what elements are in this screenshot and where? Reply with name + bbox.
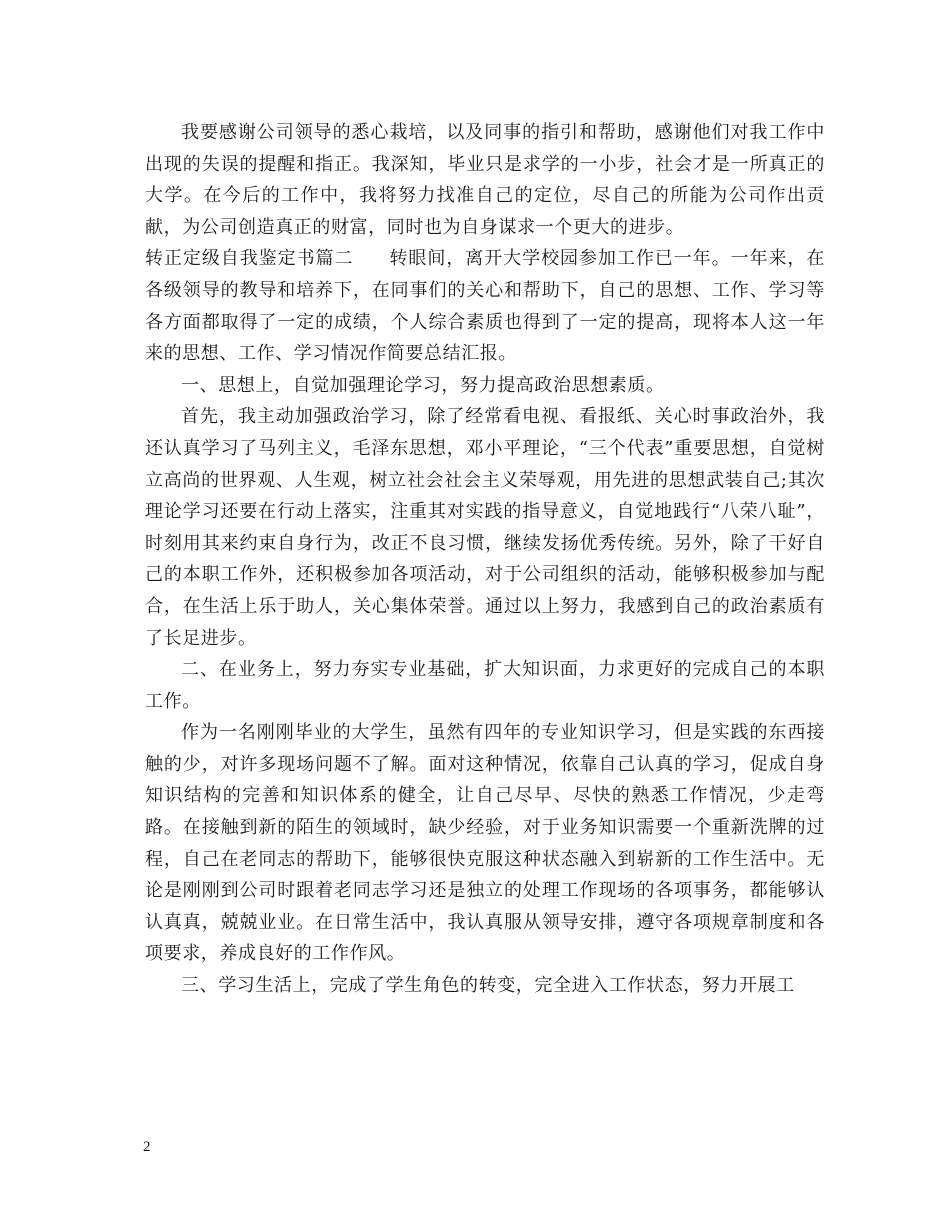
page-number: 2 [143,1139,151,1155]
paragraph-gratitude: 我要感谢公司领导的悉心栽培，以及同事的指引和帮助，感谢他们对我工作中出现的失误的提醒和指正。我深知，毕业只是求学的一小步，社会才是一所真正的大学。在今后的工作中，我将努力找准自己的定位，尽自己的所能为公司作出贡献，为公司创造真正的财富，同时也为自身谋求一个更大的进步。 [145,122,825,238]
paragraph-thought-heading: 一、思想上，自觉加强理论学习，努力提高政治思想素质。 [181,374,665,396]
paragraph-business-heading: 二、在业务上，努力夯实专业基础，扩大知识面，力求更好的完成自己的本职工作。 [145,659,825,712]
section-heading: 转正定级自我鉴定书篇二 [145,248,354,270]
paragraph-thought-body: 首先，我主动加强政治学习，除了经常看电视、看报纸、关心时事政治外，我还认真学习了马列主义，毛泽东思想，邓小平理论，“三个代表”重要思想，自觉树立高尚的世界观、人生观，树立社会社会主义荣辱观，用先进的思想武装自己;其次理论学习还要在行动上落实，注重其对实践的指导意义，自觉地践行“八荣八耻”，时刻用其来约束自身行为，改正不良习惯，继续发扬优秀传统。另外，除了干好自己的本职工作外，还积极参加各项活动，对于公司组织的活动，能够积极参加与配合，在生活上乐于助人，关心集体荣誉。通过以上努力，我感到自己的政治素质有了长足进步。 [145,406,825,649]
section-intro-text: 转眼间，离开大学校园参加工作已一年。一年来，在各级领导的教导和培养下，在同事们的关心和帮助下，自己的思想、工作、学习等各方面都取得了一定的成绩，个人综合素质也得到了一定的提高，现将本人这一年来的思想、工作、学习情况作简要总结汇报。 [145,248,825,365]
paragraph-business-body: 作为一名刚刚毕业的大学生，虽然有四年的专业知识学习，但是实践的东西接触的少，对许多现场问题不了解。面对这种情况，依靠自己认真的学习，促成自身知识结构的完善和知识体系的健全，让自己尽早、尽快的熟悉工作情况，少走弯路。在接触到新的陌生的领域时，缺少经验，对于业务知识需要一个重新洗牌的过程，自己在老同志的帮助下，能够很快克服这种状态融入到崭新的工作生活中。无论是刚刚到公司时跟着老同志学习还是独立的处理工作现场的各项事务，都能够认认真真，兢兢业业。在日常生活中，我认真服从领导安排，遵守各项规章制度和各项要求，养成良好的工作作风。 [145,722,825,965]
paragraph-study-heading: 三、学习生活上，完成了学生角色的转变，完全进入工作状态，努力开展工 [181,975,795,997]
paragraph-section-two [145,243,825,369]
document-body [145,117,825,1002]
